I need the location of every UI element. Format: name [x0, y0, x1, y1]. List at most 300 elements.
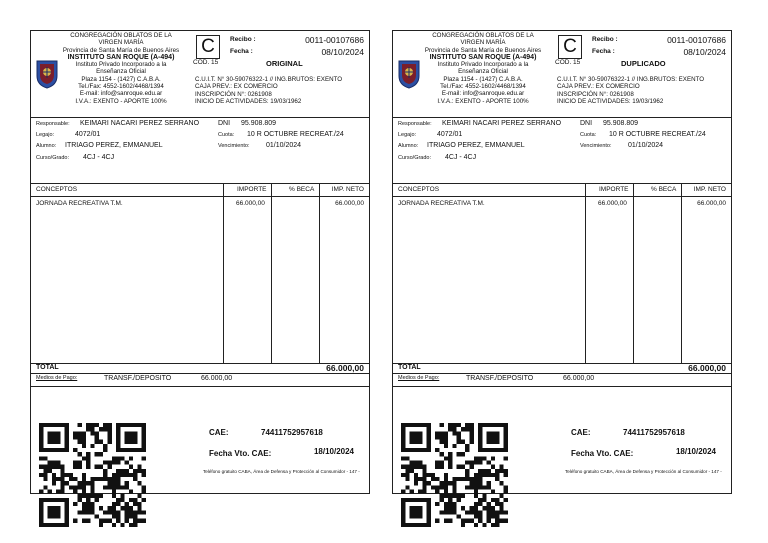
qr-module [491, 431, 495, 435]
qr-module [427, 427, 431, 431]
qr-module [90, 502, 94, 506]
alumno-value: ITRIAGO PEREZ, EMMANUEL [65, 142, 163, 149]
qr-module [478, 485, 482, 489]
qr-module [99, 452, 103, 456]
qr-module [422, 448, 426, 452]
vencimiento-value: 01/10/2024 [266, 142, 302, 149]
qr-module [448, 427, 452, 431]
qr-module [39, 523, 43, 527]
qr-module [107, 465, 111, 469]
qr-module [82, 502, 86, 506]
qr-module [457, 435, 461, 439]
qr-module [418, 510, 422, 514]
qr-module [95, 494, 99, 498]
qr-module [495, 510, 499, 514]
qr-module [90, 477, 94, 481]
qr-module [469, 431, 473, 435]
qr-module [56, 510, 60, 514]
column-divider [223, 183, 224, 363]
qr-module [116, 502, 120, 506]
qr-module [401, 498, 405, 502]
qr-module [440, 465, 444, 469]
divider [31, 117, 369, 118]
qr-module [427, 435, 431, 439]
qr-module [120, 473, 124, 477]
qr-module [137, 448, 141, 452]
qr-module [112, 523, 116, 527]
qr-module [82, 444, 86, 448]
qr-module [418, 506, 422, 510]
qr-module [495, 477, 499, 481]
qr-module [440, 431, 444, 435]
qr-module [414, 440, 418, 444]
qr-module [82, 456, 86, 460]
qr-module [125, 485, 129, 489]
qr-module [137, 481, 141, 485]
crest-icon [36, 59, 58, 89]
qr-module [39, 465, 43, 469]
qr-module [487, 460, 491, 464]
qr-module [461, 477, 465, 481]
issuer-block [413, 32, 553, 105]
consumer-footer: Teléfono gratuito CABA, Área de Defensa y Protección al Consumidor - 147 - [203, 469, 360, 474]
qr-module [82, 473, 86, 477]
copy-type: ORIGINAL [266, 59, 303, 68]
cae-label: CAE: [571, 428, 591, 437]
qr-module [120, 423, 124, 427]
qr-module [469, 510, 473, 514]
qr-module [495, 431, 499, 435]
cae-expiry-label: Fecha Vto. CAE: [571, 449, 634, 458]
qr-module [95, 435, 99, 439]
qr-module [499, 510, 503, 514]
qr-module [82, 510, 86, 514]
total-bottom-border [31, 373, 369, 374]
qr-module [103, 448, 107, 452]
qr-module [414, 448, 418, 452]
qr-module [401, 519, 405, 523]
qr-module [410, 515, 414, 519]
qr-module [48, 465, 52, 469]
qr-module [95, 452, 99, 456]
qr-module [418, 465, 422, 469]
invoice-letter: C [196, 35, 220, 59]
qr-module [133, 448, 137, 452]
qr-module [469, 481, 473, 485]
qr-module [410, 435, 414, 439]
qr-module [120, 456, 124, 460]
dni-label: DNI [580, 120, 593, 127]
qr-module [469, 423, 473, 427]
qr-module [39, 510, 43, 514]
qr-module [65, 481, 69, 485]
qr-module [125, 519, 129, 523]
qr-module [39, 490, 43, 494]
qr-module [448, 481, 452, 485]
payment-amount: 66.000,00 [563, 375, 595, 382]
qr-module [65, 515, 69, 519]
qr-module [422, 490, 426, 494]
responsable-value: KEIMARI NACARI PEREZ SERRANO [442, 120, 562, 127]
cae-expiry-value: 18/10/2024 [313, 447, 354, 456]
qr-module [418, 490, 422, 494]
qr-module [56, 465, 60, 469]
qr-module [440, 510, 444, 514]
qr-module [137, 423, 141, 427]
qr-module [487, 502, 491, 506]
qr-module [125, 473, 129, 477]
qr-module [52, 506, 56, 510]
qr-module [112, 490, 116, 494]
qr-module [112, 506, 116, 510]
divider [393, 386, 731, 387]
total-label: TOTAL [398, 364, 421, 371]
qr-module [112, 510, 116, 514]
qr-module [401, 523, 405, 527]
qr-module [444, 477, 448, 481]
qr-module [478, 473, 482, 477]
qr-module [469, 427, 473, 431]
qr-module [48, 469, 52, 473]
qr-module [43, 485, 47, 489]
qr-module [504, 435, 508, 439]
qr-module [448, 510, 452, 514]
qr-module [99, 506, 103, 510]
qr-module [504, 490, 508, 494]
qr-module [137, 506, 141, 510]
qr-module [440, 435, 444, 439]
qr-module [414, 435, 418, 439]
fecha-value: 08/10/2024 [321, 47, 364, 57]
qr-module [410, 506, 414, 510]
qr-module [60, 469, 64, 473]
qr-module [504, 423, 508, 427]
qr-module [52, 435, 56, 439]
fecha-label: Fecha : [230, 48, 253, 55]
qr-module [495, 473, 499, 477]
qr-module [427, 448, 431, 452]
qr-module [129, 456, 133, 460]
fiscal-line: INICIO DE ACTIVIDADES: 19/03/1962 [195, 97, 302, 105]
qr-module [142, 456, 146, 460]
qr-module [125, 515, 129, 519]
qr-module [491, 510, 495, 514]
qr-module [465, 448, 469, 452]
qr-module [60, 523, 64, 527]
dni-value: 95.908.809 [603, 120, 639, 127]
qr-module [65, 502, 69, 506]
qr-module [461, 452, 465, 456]
qr-module [478, 519, 482, 523]
qr-module [495, 423, 499, 427]
qr-module [65, 427, 69, 431]
qr-module [129, 506, 133, 510]
qr-module [401, 431, 405, 435]
qr-module [60, 485, 64, 489]
qr-module [99, 440, 103, 444]
divider [393, 117, 731, 118]
qr-module [116, 431, 120, 435]
qr-module [78, 510, 82, 514]
qr-module [78, 431, 82, 435]
org-detail: E-mail: info@sanroque.edu.ar [79, 90, 163, 98]
qr-module [405, 456, 409, 460]
qr-module [448, 494, 452, 498]
qr-module [444, 444, 448, 448]
qr-module [133, 431, 137, 435]
qr-module [474, 456, 478, 460]
qr-module [86, 456, 90, 460]
qr-module [444, 473, 448, 477]
qr-module [137, 519, 141, 523]
qr-module [422, 469, 426, 473]
qr-module [107, 427, 111, 431]
qr-module [478, 481, 482, 485]
fiscal-line: INSCRIPCIÓN N°: 0261908 [195, 90, 272, 98]
qr-module [90, 431, 94, 435]
qr-module [73, 448, 77, 452]
institute-name: INSTITUTO SAN ROQUE (A-494) [67, 53, 175, 61]
qr-module [495, 469, 499, 473]
qr-module [504, 448, 508, 452]
qr-module [48, 510, 52, 514]
org-detail: I.V.A.: EXENTO - APORTE 100% [75, 97, 167, 105]
qr-module [48, 435, 52, 439]
qr-module [48, 440, 52, 444]
qr-module [112, 515, 116, 519]
qr-module [116, 444, 120, 448]
qr-module [48, 523, 52, 527]
qr-module [107, 423, 111, 427]
qr-module [491, 473, 495, 477]
total-value: 66.000,00 [688, 363, 726, 373]
qr-module [129, 423, 133, 427]
qr-module [48, 423, 52, 427]
qr-module [474, 481, 478, 485]
qr-module [414, 423, 418, 427]
org-line: Provincia de Santa María de Buenos Aires [62, 46, 180, 54]
fiscal-line: INSCRIPCIÓN N°: 0261908 [557, 90, 634, 98]
qr-module [137, 502, 141, 506]
qr-module [487, 440, 491, 444]
qr-module [90, 490, 94, 494]
qr-module [474, 473, 478, 477]
qr-module [137, 510, 141, 514]
qr-module [90, 427, 94, 431]
qr-module [142, 469, 146, 473]
qr-module [444, 481, 448, 485]
qr-module [56, 477, 60, 481]
qr-module [427, 515, 431, 519]
qr-module [448, 456, 452, 460]
qr-module [107, 435, 111, 439]
qr-module [504, 485, 508, 489]
qr-module [103, 423, 107, 427]
qr-module [499, 494, 503, 498]
qr-module [431, 485, 435, 489]
qr-module [461, 465, 465, 469]
qr-module [499, 423, 503, 427]
qr-module [112, 460, 116, 464]
qr-module [90, 506, 94, 510]
curso-label: Curso/Grado: [398, 155, 432, 161]
qr-module [142, 473, 146, 477]
qr-module [440, 440, 444, 444]
qr-module [405, 498, 409, 502]
qr-module [414, 460, 418, 464]
header-conceptos: CONCEPTOS [36, 186, 78, 193]
qr-module [448, 519, 452, 523]
qr-module [78, 435, 82, 439]
org-detail: Plaza 1154 - (1427) C.A.B.A. [81, 75, 161, 83]
qr-module [457, 440, 461, 444]
qr-module [43, 523, 47, 527]
qr-module [48, 515, 52, 519]
qr-module [129, 498, 133, 502]
qr-module [401, 423, 405, 427]
cuota-label: Cuota: [218, 132, 235, 138]
qr-module [56, 515, 60, 519]
qr-module [465, 485, 469, 489]
qr-module [112, 494, 116, 498]
qr-module [457, 431, 461, 435]
medios-label-text: Medios de Pago: [36, 375, 78, 381]
qr-module [86, 452, 90, 456]
qr-module [39, 456, 43, 460]
qr-module [499, 506, 503, 510]
qr-module [435, 502, 439, 506]
crest-icon [398, 59, 420, 89]
qr-module [401, 510, 405, 514]
qr-module [435, 465, 439, 469]
qr-module [129, 465, 133, 469]
qr-module [137, 465, 141, 469]
qr-module [99, 494, 103, 498]
qr-module [465, 519, 469, 523]
qr-module [78, 481, 82, 485]
qr-module [90, 510, 94, 514]
qr-module [48, 460, 52, 464]
org-line: CONGREGACIÓN OBLATOS DE LA [70, 32, 172, 39]
qr-module [86, 423, 90, 427]
qr-module [495, 440, 499, 444]
qr-module [39, 435, 43, 439]
qr-module [86, 460, 90, 464]
row-concepto: JORNADA RECREATIVA T.M. [36, 200, 123, 207]
qr-module [52, 477, 56, 481]
qr-module [82, 431, 86, 435]
qr-module [422, 485, 426, 489]
qr-module [125, 435, 129, 439]
qr-module [43, 469, 47, 473]
total-top-border [393, 363, 731, 364]
qr-module [129, 515, 133, 519]
qr-module [401, 490, 405, 494]
qr-module [461, 440, 465, 444]
qr-module [120, 494, 124, 498]
org-line: Provincia de Santa María de Buenos Aires [424, 46, 542, 54]
alumno-label: Alumno: [398, 143, 419, 149]
qr-module [418, 477, 422, 481]
qr-module [478, 448, 482, 452]
header-beca: % BECA [289, 186, 315, 193]
qr-module [435, 448, 439, 452]
qr-module [78, 465, 82, 469]
qr-module [52, 460, 56, 464]
qr-module [461, 506, 465, 510]
qr-module [48, 498, 52, 502]
qr-module [495, 498, 499, 502]
qr-module [405, 485, 409, 489]
qr-module [107, 440, 111, 444]
org-line: CONGREGACIÓN OBLATOS DE LA [432, 32, 534, 39]
qr-module [469, 506, 473, 510]
qr-module [82, 481, 86, 485]
qr-module [78, 460, 82, 464]
qr-module [405, 465, 409, 469]
qr-module [491, 498, 495, 502]
qr-module [491, 465, 495, 469]
qr-module [414, 431, 418, 435]
qr-module [65, 448, 69, 452]
qr-module [504, 427, 508, 431]
qr-module [465, 510, 469, 514]
qr-module [422, 498, 426, 502]
qr-module [435, 490, 439, 494]
qr-module [86, 494, 90, 498]
qr-module [482, 423, 486, 427]
recibo-label: Recibo : [230, 36, 256, 43]
qr-module [452, 490, 456, 494]
qr-module [69, 477, 73, 481]
qr-module [504, 469, 508, 473]
qr-module [69, 473, 73, 477]
qr-module [103, 469, 107, 473]
qr-module [405, 473, 409, 477]
alumno-value: ITRIAGO PEREZ, EMMANUEL [427, 142, 525, 149]
org-line: VIRGEN MARÍA [460, 39, 506, 47]
qr-module [474, 477, 478, 481]
qr-module [405, 523, 409, 527]
qr-module [86, 510, 90, 514]
qr-module [107, 506, 111, 510]
qr-module [107, 460, 111, 464]
qr-module [448, 423, 452, 427]
qr-module [107, 485, 111, 489]
qr-module [90, 481, 94, 485]
header-neto: IMP. NETO [331, 186, 364, 193]
qr-module [90, 444, 94, 448]
qr-module [43, 448, 47, 452]
qr-module [474, 494, 478, 498]
qr-module [487, 510, 491, 514]
qr-module [401, 440, 405, 444]
qr-module [116, 519, 120, 523]
qr-module [129, 490, 133, 494]
qr-module [133, 519, 137, 523]
qr-module [112, 481, 116, 485]
qr-module [142, 510, 146, 514]
qr-module [457, 452, 461, 456]
qr-module [99, 523, 103, 527]
qr-module [82, 477, 86, 481]
qr-module [52, 510, 56, 514]
qr-module [452, 477, 456, 481]
qr-module [95, 423, 99, 427]
qr-module [414, 481, 418, 485]
qr-module [440, 460, 444, 464]
qr-module [56, 435, 60, 439]
